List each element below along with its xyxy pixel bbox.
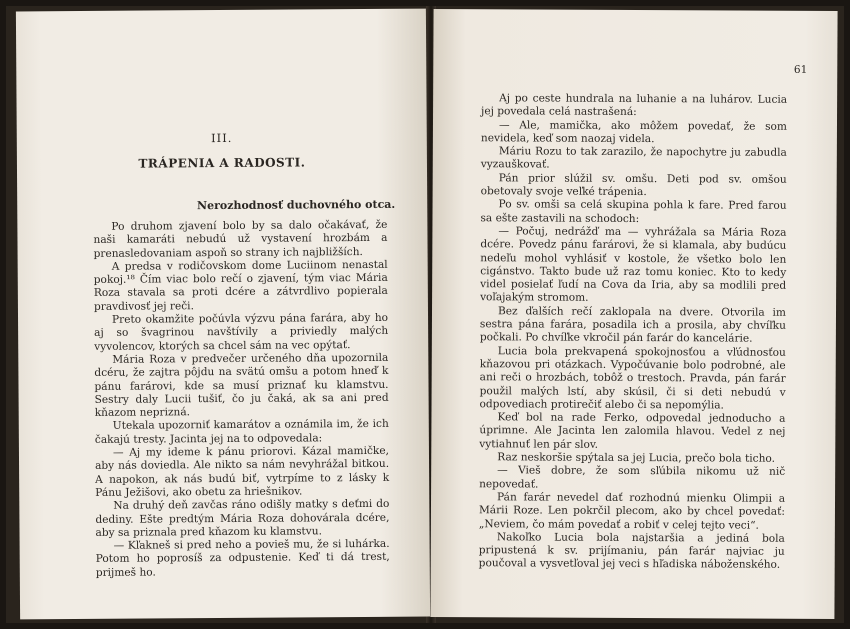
open-book (6, 6, 844, 623)
chapter-title: TRÁPENIA A RADOSTI. (138, 155, 306, 171)
page-number: 61 (793, 63, 808, 76)
paragraph: Raz neskoršie spýtala sa jej Lucia, prečo bola ticho. (497, 451, 776, 465)
paragraph: Pán prior slúžil sv. omšu. Deti pod sv. omšou obetovaly svoje veľké trápenia. (480, 172, 787, 199)
paragraph: Preto okamžite počúvla výzvu pána farára, aby ho aj so švagrinou navštívily a priviedly malých vyvolencov, ktorých sa chcel sám na vec opýtať. (94, 311, 389, 353)
section-title: Nerozhodnosť duchovného otca. (196, 197, 396, 213)
chapter-number: III. (211, 130, 233, 146)
paragraph: Na druhý deň zavčas ráno odišly matky s deťmi do dediny. Ešte predtým Mária Roza dohovárala dcére, aby sa priznala pred kňazom ku klamstvu. (95, 498, 390, 539)
paragraph: Po druhom zjavení bolo by sa dalo očakávať, že naši kamaráti nebudú už vystavení hrozbám a prenasledovaniam aspoň so strany ich najbližších. (93, 218, 388, 260)
paragraph: Pán farár nevedel dať rozhodnú mienku Olimpii a Márii Roze. Len pokrčil plecom, ako by chcel povedať: „Neviem, čo mám povedať a robiť v celej tejto veci“. (478, 491, 786, 532)
paragraph: — Ale, mamička, ako môžem povedať, že som nevidela, keď som naozaj videla. (480, 118, 788, 145)
left-page-body (93, 219, 389, 580)
paragraph: — Vieš dobre, že som sľúbila nikomu už nič nepovedať. (479, 464, 786, 491)
paragraph: Mária Roza v predvečer určeného dňa upozornila dcéru, že zajtra pôjdu na svätú omšu a potom hneď k pánu farárovi, kde sa musí priznať ku klamstvu. Sestry daly Lucii tušiť, čo ju čaká, ak sa ani pred kňazom neprizná. (94, 351, 389, 420)
paragraph: Máriu Rozu to tak zarazilo, že napochytre ju zabudla vyzauškovať. (480, 145, 787, 172)
paragraph: A predsa v rodičovskom dome Luciinom nenastal pokoj.¹⁸ Čím viac bolo rečí o zjavení, tým viac Mária Roza stavala sa proti dcére a zátvrdlivo popierala pravdivosť jej reči. (93, 258, 388, 313)
paragraph: Po sv. omši sa celá skupina pohla k fare. Pred farou sa ešte zastavili na schodoch: (480, 198, 787, 225)
paragraph: Bez ďalších rečí zaklopala na dvere. Otvorila im sestra pána farára, posadila ich a prosila, aby chvíľku počkali. Po chvíľke vkročil pán farár do kancelárie. (479, 305, 787, 345)
left-page (16, 9, 430, 620)
paragraph: Keď bol na rade Ferko, odpovedal jednoducho a úprimne. Ale Jacinta len zalomila hlavou. Vedel z nej vytiahnuť len pár slov. (479, 411, 786, 451)
right-page (430, 9, 837, 619)
paragraph: Utekala upozorniť kamarátov a oznámila im, že ich čakajú tresty. Jacinta jej na to odpovedala: (94, 418, 389, 446)
paragraph: Nakoľko Lucia bola najstaršia a jediná bola pripustená k sv. prijímaniu, pán farár najviac ju poučoval a vysvetľoval jej veci s hľadiska náboženského. (478, 531, 785, 572)
right-page-body (479, 92, 788, 572)
paragraph: — Počuj, nedrážď ma — vyhrážala sa Mária Roza dcére. Povedz pánu farárovi, že si klamala, aby budúcu nedeľu mohol vyhlásiť v kostole, že všetko bolo len cigánstvo. Takto bude už raz tomu koniec. Kto to kedy videl posielať ľudí na Cova da Iria, aby sa modlili pred voľajakým stromom. (480, 225, 787, 305)
paragraph: Aj po ceste hundrala na luhanie a na luhárov. Lucia jej povedala celá nastrašená: (481, 92, 788, 119)
paragraph: — Kľakneš si pred neho a povieš mu, že si luhárka. Potom ho poprosíš za odpustenie. Keď ti dá trest, prijmeš ho. (95, 537, 390, 579)
paragraph: Lucia bola prekvapená spokojnosťou a vľúdnosťou kňazovou pri otázkach. Vypočúvanie bolo podrobné, ale ani reči o hrozbách, tobôž o trestoch. Pravda, pán farár použil malých lstí, aby skúsil, či si deti nebudú v odpovediach protirečiť alebo či sa nepomýlia. (479, 344, 786, 412)
paragraph: — Aj my ideme k pánu priorovi. Kázal mamičke, aby nás doviedla. Ale nikto sa nám nevyhrážal bitkou. A napokon, ak nás budú biť, vytrpíme to z lásky k Pánu Ježišovi, ako obetu za hriešnikov. (95, 444, 390, 499)
